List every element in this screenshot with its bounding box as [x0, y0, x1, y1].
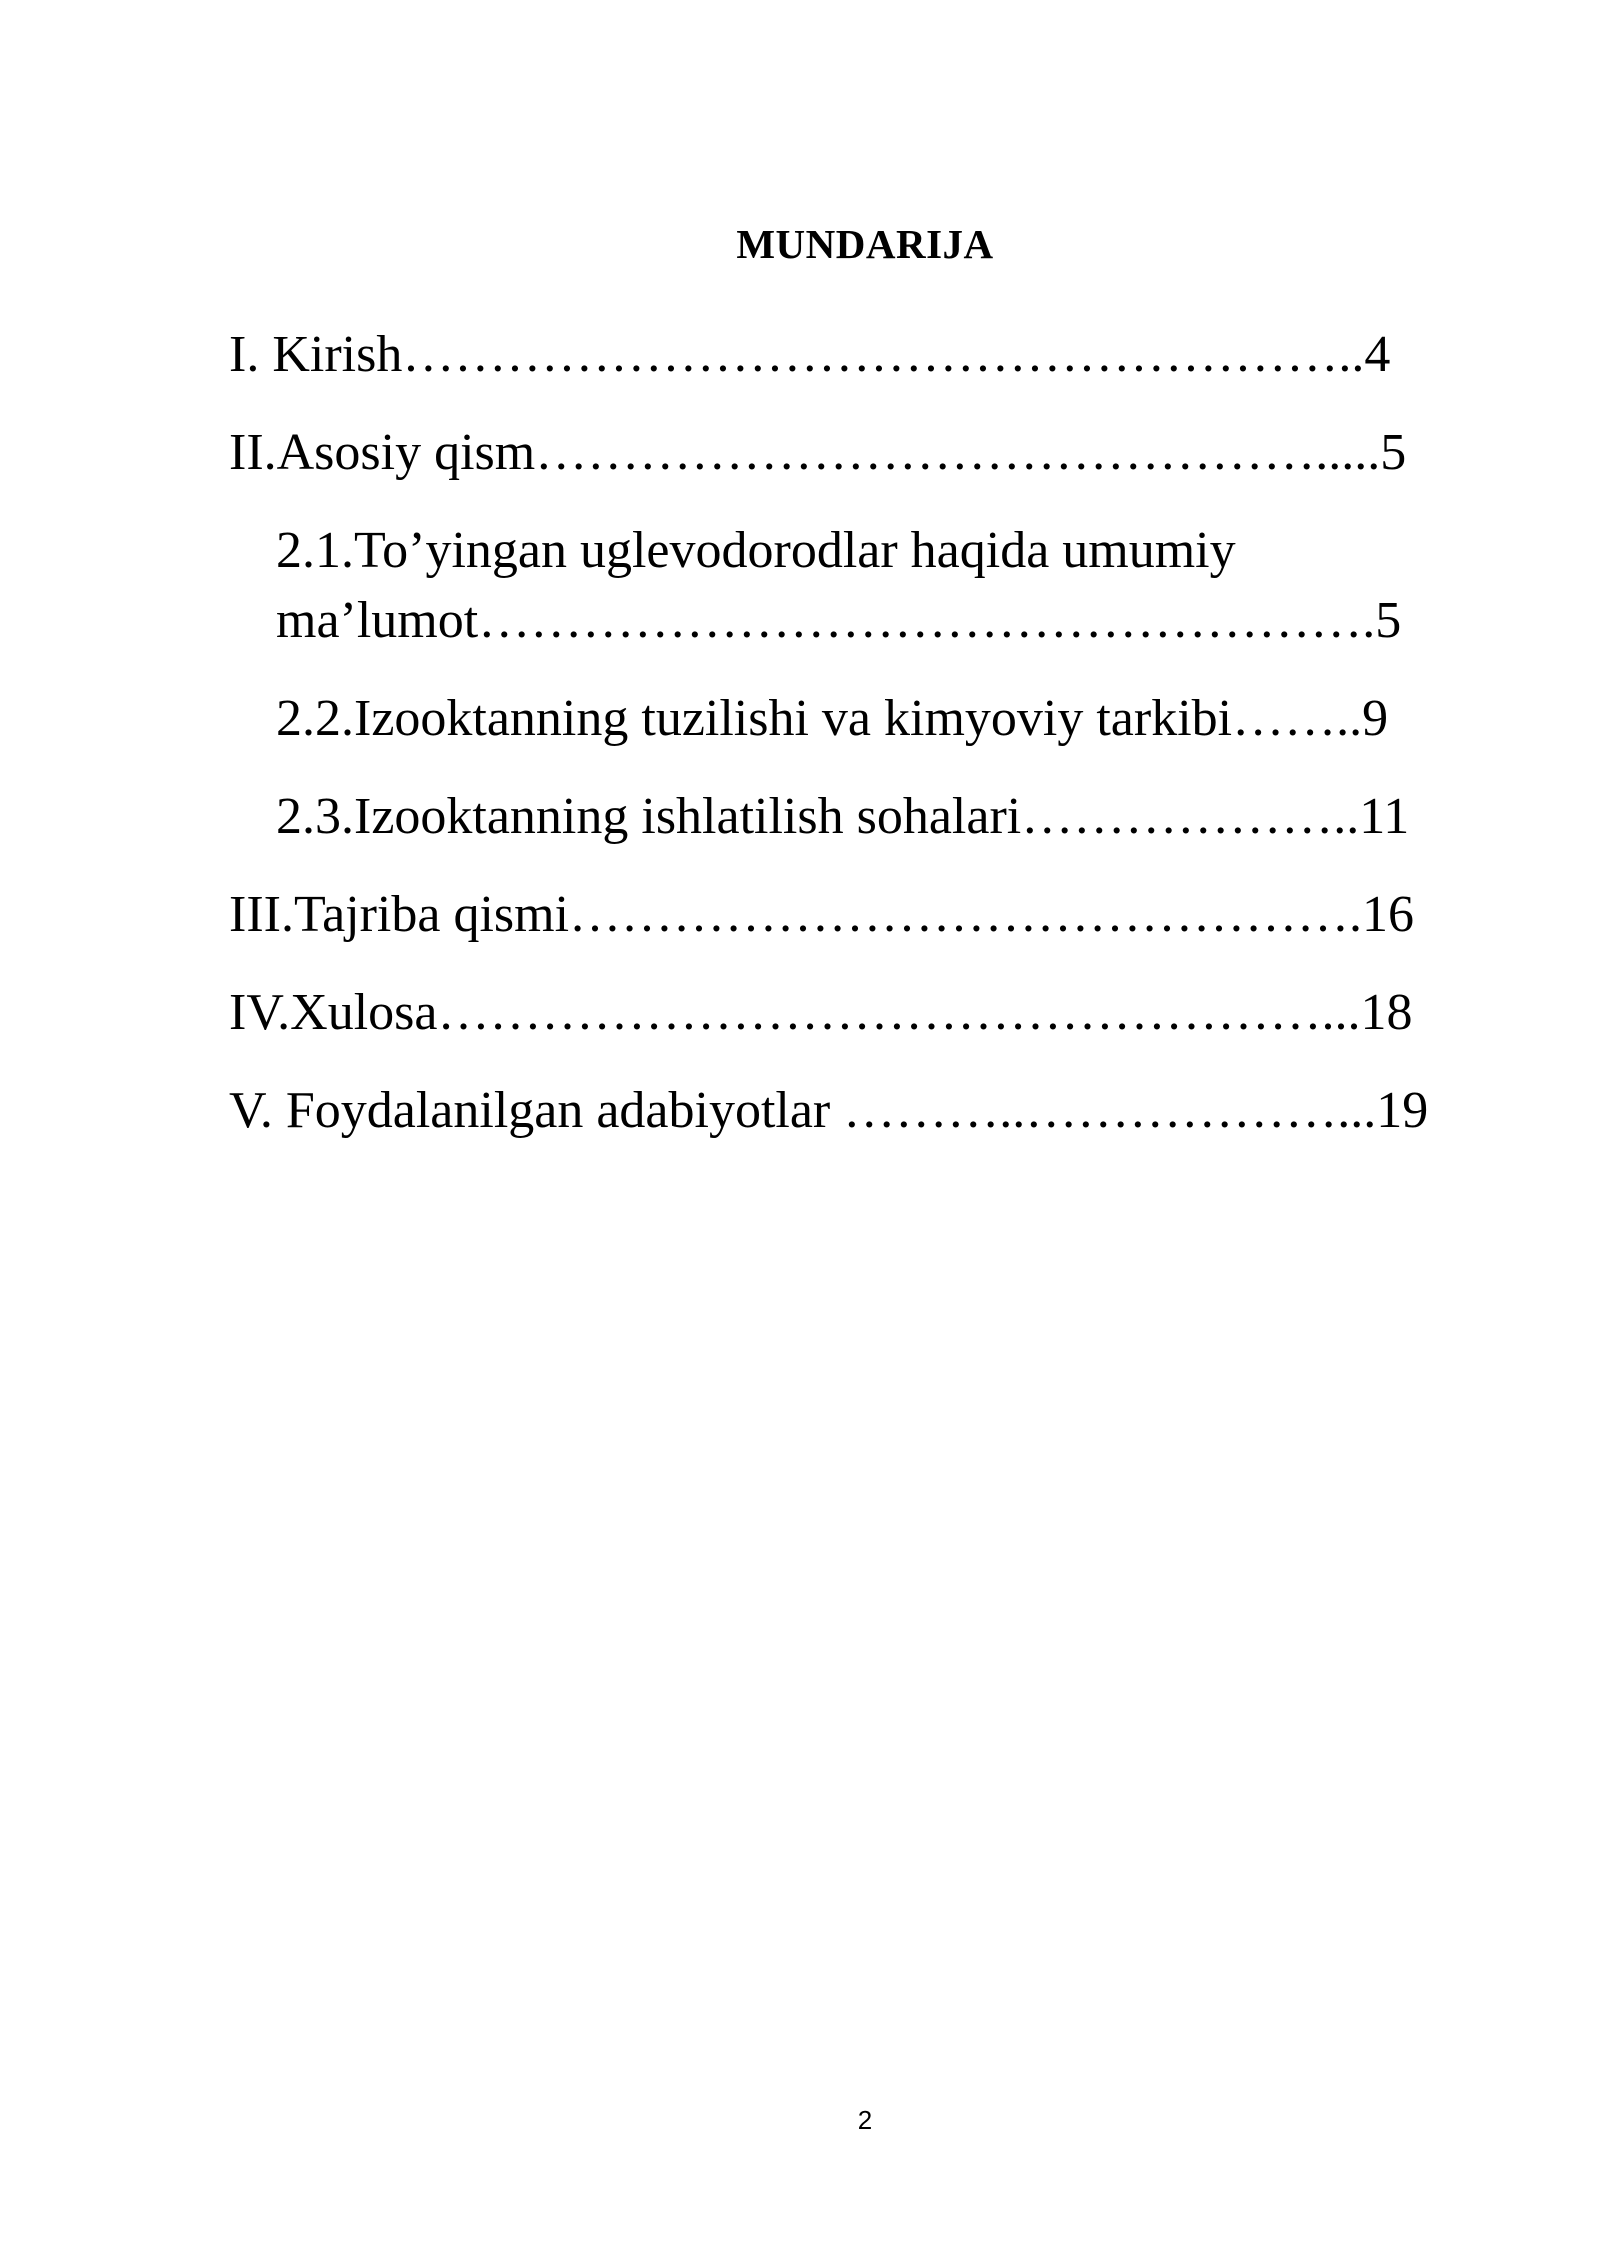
- toc-entry-2-2[interactable]: [276, 684, 1388, 754]
- toc-entry-leader: ……………………………………………...: [437, 984, 1361, 1041]
- toc-entry-page: 4: [1364, 326, 1391, 383]
- toc-entry-label: I. Kirish: [229, 326, 403, 383]
- toc-entry-label: III.Tajriba qismi: [229, 886, 570, 943]
- toc-entry-page: 11: [1359, 788, 1410, 845]
- toc-entry-label: IV.Xulosa: [229, 984, 438, 1041]
- toc-entry-2-1[interactable]: [276, 516, 1401, 656]
- toc-entry-asosiy-qism[interactable]: [229, 418, 1406, 488]
- toc-entry-kirish[interactable]: [229, 320, 1390, 390]
- toc-entry-label: 2.3.Izooktanning ishlatilish sohalari: [276, 788, 1022, 845]
- toc-entry-label-continued: ma’lumot: [276, 592, 479, 649]
- toc-entry-xulosa[interactable]: [229, 978, 1412, 1048]
- toc-entry-2-3[interactable]: [276, 782, 1409, 852]
- toc-entry-page: 16: [1362, 886, 1415, 943]
- toc-entry-leader: ……..: [1232, 690, 1363, 747]
- page-title: MUNDARIJA: [736, 221, 994, 267]
- toc-entry-page: 19: [1376, 1082, 1429, 1139]
- toc-entry-label: 2.1.To’yingan uglevodorodlar haqida umumiy: [276, 522, 1236, 579]
- toc-entry-label: 2.2.Izooktanning tuzilishi va kimyoviy tarkibi: [276, 690, 1233, 747]
- toc-entry-leader: ………………..: [1021, 788, 1360, 845]
- toc-entry-leader: ……………………………………….: [569, 886, 1363, 943]
- toc-entry-leader: ………………………………………………..: [402, 326, 1365, 383]
- toc-entry-leader: …………………………………………….: [478, 592, 1376, 649]
- toc-entry-page: 18: [1360, 984, 1413, 1041]
- toc-entry-page: 5: [1375, 592, 1402, 649]
- toc-entry-page: 9: [1362, 690, 1389, 747]
- toc-entry-page: 5: [1380, 424, 1407, 481]
- toc-entry-leader: ……………………………………….....: [535, 424, 1381, 481]
- page-number: 2: [857, 2105, 873, 2135]
- toc-entry-label: II.Asosiy qism: [229, 424, 536, 481]
- toc-entry-label: V. Foydalanilgan adabiyotlar: [229, 1082, 831, 1139]
- toc-entry-leader: ………..………………...: [843, 1082, 1377, 1139]
- toc-entry-adabiyotlar[interactable]: [229, 1076, 1428, 1146]
- toc-entry-tajriba-qismi[interactable]: [229, 880, 1414, 950]
